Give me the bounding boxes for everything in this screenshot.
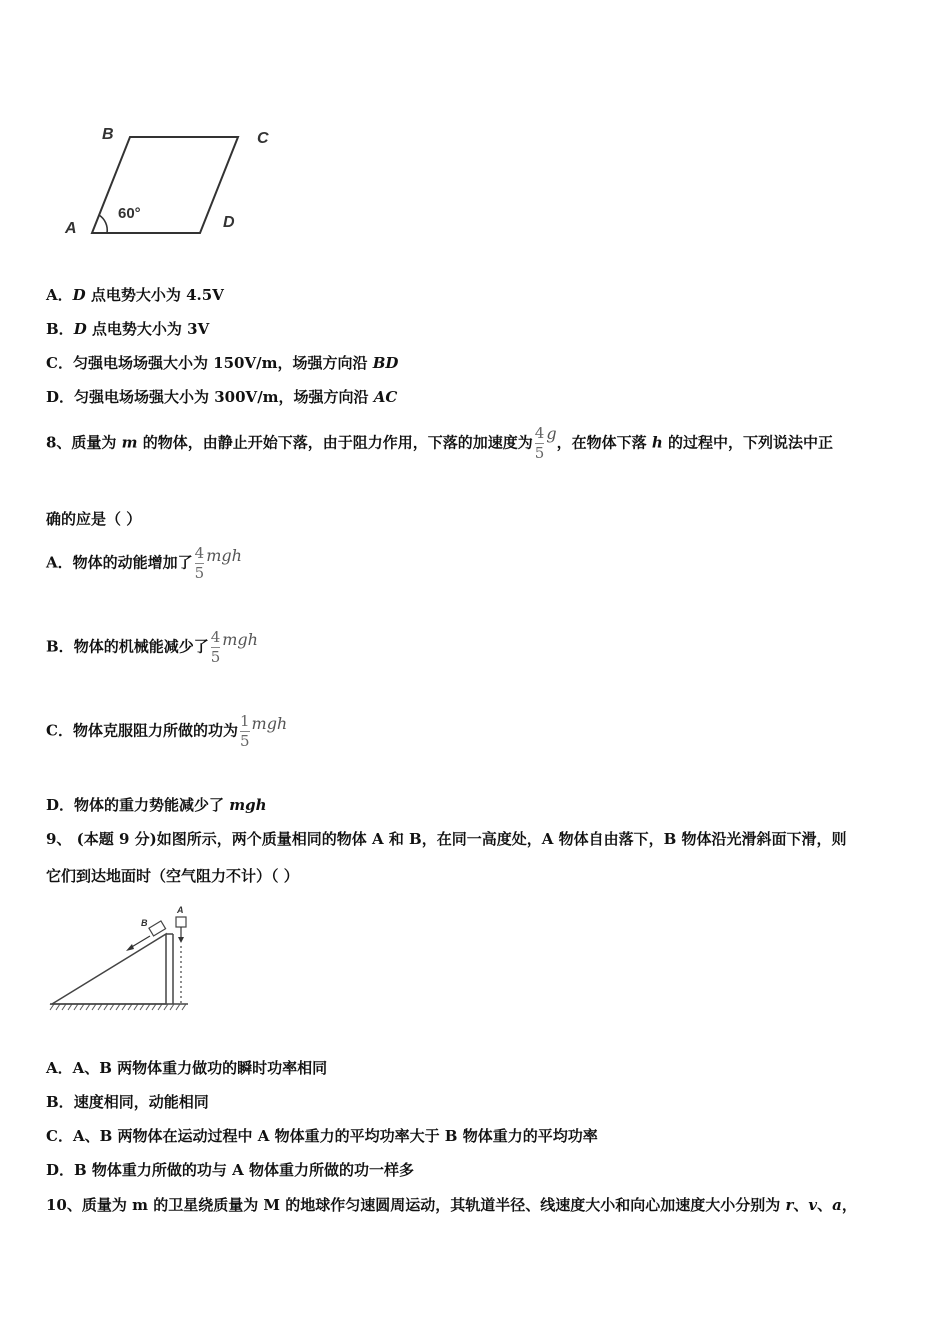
- a-arrow-head: [178, 937, 184, 943]
- fraction-4-5: $\frac{4}{5}$: [534, 424, 545, 462]
- parallelogram-shape: [92, 137, 238, 233]
- q7-option-c: C．匀强电场场强大小为 150V/m，场强方向沿 BD: [46, 354, 399, 372]
- label-b: B: [102, 126, 114, 143]
- b-arrow-head: [126, 944, 134, 951]
- block-b: [149, 921, 166, 936]
- q8-stem-line1: 8、质量为 m 的物体，由静止开始下落，由于阻力作用，下落的加速度为 $\frac{4}{5}$ g，在物体下落 h 的过程中，下列说法中正: [46, 424, 833, 462]
- q9-option-d: D．B 物体重力所做的功与 A 物体重力所做的功一样多: [46, 1161, 415, 1179]
- angle-arc: [99, 215, 107, 233]
- q7-option-a: A．D 点电势大小为 4.5V: [46, 286, 224, 304]
- incline-triangle: [52, 934, 166, 1004]
- parallelogram-figure: [55, 115, 285, 250]
- q8-option-d: D．物体的重力势能减少了 mgh: [46, 796, 267, 814]
- incline-figure: [46, 900, 196, 1015]
- q8-stem-line2: 确的应是（ ）: [46, 510, 142, 528]
- label-d: D: [223, 214, 235, 231]
- q7-option-b: B．D 点电势大小为 3V: [46, 320, 210, 338]
- ground-hatching: [50, 1004, 186, 1010]
- q9-stem-line1: 9、 (本题 9 分)如图所示，两个质量相同的物体 A 和 B，在同一高度处，A 物体自由落下，B 物体沿光滑斜面下滑，则: [46, 830, 847, 848]
- q9-option-c: C．A、B 两物体在运动过程中 A 物体重力的平均功率大于 B 物体重力的平均功率: [46, 1127, 598, 1145]
- q9-stem-line2: 它们到达地面时（空气阻力不计）（ ）: [46, 867, 299, 885]
- block-a: [176, 917, 186, 927]
- q8-option-b: B．物体的机械能减少了 $\frac{4}{5}$ mgh: [46, 628, 258, 666]
- q10-stem: 10、质量为 m 的卫星绕质量为 M 的地球作匀速圆周运动，其轨道半径、线速度大小和向心加速度大小分别为 r、v、a，: [46, 1196, 857, 1214]
- q9-option-a: A．A、B 两物体重力做功的瞬时功率相同: [46, 1059, 328, 1077]
- label-b-fig: B: [141, 918, 148, 928]
- label-a-fig: A: [177, 905, 184, 915]
- angle-label: 60°: [118, 205, 141, 222]
- q8-option-c: C．物体克服阻力所做的功为 $\frac{1}{5}$ mgh: [46, 712, 288, 750]
- label-c: C: [257, 130, 269, 147]
- label-a: A: [65, 220, 77, 237]
- q7-option-d: D．匀强电场场强大小为 300V/m，场强方向沿 AC: [46, 388, 398, 406]
- q9-option-b: B．速度相同，动能相同: [46, 1093, 209, 1111]
- q8-option-a: A．物体的动能增加了 $\frac{4}{5}$ mgh: [46, 544, 242, 582]
